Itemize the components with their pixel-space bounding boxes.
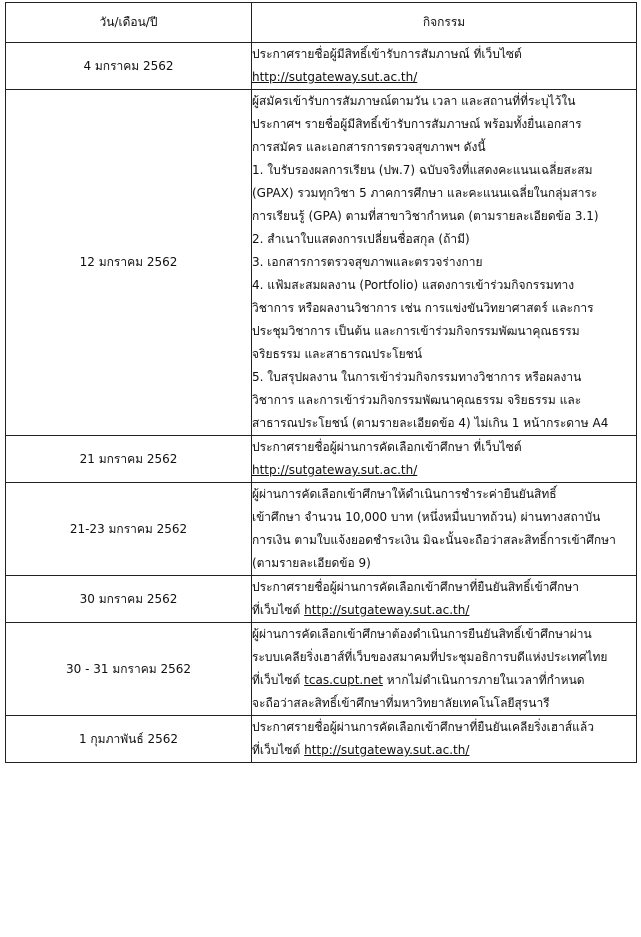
activity-line: 2. สำเนาใบแสดงการเปลี่ยนชื่อสกุล (ถ้ามี) <box>252 232 470 246</box>
table-row <box>6 483 637 576</box>
row-date: 30 มกราคม 2562 <box>6 576 252 623</box>
link-prefix: ที่เว็บไซต์ <box>252 743 305 757</box>
link-prefix: ที่เว็บไซต์ <box>252 603 305 617</box>
website-link[interactable]: http://sutgateway.sut.ac.th/ <box>304 743 470 757</box>
activity-line: (ตามรายละเอียดข้อ 9) <box>252 556 371 570</box>
row-activity <box>252 43 637 90</box>
link-suffix: หากไม่ดำเนินการภายในเวลาที่กำหนด <box>382 673 585 687</box>
activity-line: การเงิน ตามใบแจ้งยอดชำระเงิน มิฉะนั้นจะถือว่าสละสิทธิ์การเข้าศึกษา <box>252 533 616 547</box>
activity-line: วิชาการ และการเข้าร่วมกิจกรรมพัฒนาคุณธรรม จริยธรรม และ <box>252 393 582 407</box>
website-link[interactable]: http://sutgateway.sut.ac.th/ <box>304 603 470 617</box>
activity-line: ระบบเคลียริ่งเฮาส์ที่เว็บของสมาคมที่ประชุมอธิการบดีแห่งประเทศไทย <box>252 650 608 664</box>
activity-line: ประกาศรายชื่อผู้ผ่านการคัดเลือกเข้าศึกษาที่ยืนยันเคลียริ่งเฮาส์แล้ว <box>252 720 594 734</box>
row-activity <box>252 483 637 576</box>
row-activity <box>252 716 637 763</box>
activity-line: การเรียนรู้ (GPA) ตามที่สาขาวิชากำหนด (ตามรายละเอียดข้อ 3.1) <box>252 209 599 223</box>
row-date: 4 มกราคม 2562 <box>6 43 252 90</box>
header-activity: กิจกรรม <box>252 3 637 43</box>
header-row <box>6 3 637 43</box>
table-row <box>6 436 637 483</box>
table-row <box>6 90 637 436</box>
activity-line: ประกาศรายชื่อผู้มีสิทธิ์เข้ารับการสัมภาษณ์ ที่เว็บไซต์ <box>252 47 522 61</box>
activity-line: 1. ใบรับรองผลการเรียน (ปพ.7) ฉบับจริงที่แสดงคะแนนเฉลี่ยสะสม <box>252 163 593 177</box>
activity-line: ผู้สมัครเข้ารับการสัมภาษณ์ตามวัน เวลา และสถานที่ที่ระบุไว้ใน <box>252 94 576 108</box>
schedule-table <box>5 2 637 763</box>
activity-line: ประกาศรายชื่อผู้ผ่านการคัดเลือกเข้าศึกษา ที่เว็บไซต์ <box>252 440 522 454</box>
table-row <box>6 43 637 90</box>
row-date: 21-23 มกราคม 2562 <box>6 483 252 576</box>
row-date: 21 มกราคม 2562 <box>6 436 252 483</box>
activity-line: ผู้ผ่านการคัดเลือกเข้าศึกษาให้ดำเนินการชำระค่ายืนยันสิทธิ์ <box>252 487 557 501</box>
website-link[interactable]: tcas.cupt.net <box>304 673 383 687</box>
row-activity <box>252 623 637 716</box>
link-prefix: ที่เว็บไซต์ <box>252 673 305 687</box>
row-date: 12 มกราคม 2562 <box>6 90 252 436</box>
table-row <box>6 623 637 716</box>
row-date: 30 - 31 มกราคม 2562 <box>6 623 252 716</box>
activity-line: เข้าศึกษา จำนวน 10,000 บาท (หนึ่งหมื่นบาทถ้วน) ผ่านทางสถาบัน <box>252 510 601 524</box>
activity-line: ผู้ผ่านการคัดเลือกเข้าศึกษาต้องดำเนินการยืนยันสิทธิ์เข้าศึกษาผ่าน <box>252 627 592 641</box>
activity-line: จริยธรรม และสาธารณประโยชน์ <box>252 347 423 361</box>
activity-line: การสมัคร และเอกสารการตรวจสุขภาพฯ ดังนี้ <box>252 140 486 154</box>
activity-line: 5. ใบสรุปผลงาน ในการเข้าร่วมกิจกรรมทางวิชาการ หรือผลงาน <box>252 370 582 384</box>
header-date: วัน/เดือน/ปี <box>6 3 252 43</box>
activity-line: 4. แฟ้มสะสมผลงาน (Portfolio) แสดงการเข้าร่วมกิจกรรมทาง <box>252 278 575 292</box>
table-row <box>6 576 637 623</box>
row-date: 1 กุมภาพันธ์ 2562 <box>6 716 252 763</box>
activity-line: ประกาศรายชื่อผู้ผ่านการคัดเลือกเข้าศึกษาที่ยืนยันสิทธิ์เข้าศึกษา <box>252 580 579 594</box>
activity-line: สาธารณประโยชน์ (ตามรายละเอียดข้อ 4) ไม่เกิน 1 หน้ากระดาษ A4 <box>252 416 609 430</box>
activity-line: (GPAX) รวมทุกวิชา 5 ภาคการศึกษา และคะแนนเฉลี่ยในกลุ่มสาระ <box>252 186 598 200</box>
row-activity <box>252 576 637 623</box>
website-link[interactable]: http://sutgateway.sut.ac.th/ <box>252 463 418 477</box>
activity-line: 3. เอกสารการตรวจสุขภาพและตรวจร่างกาย <box>252 255 483 269</box>
row-activity <box>252 436 637 483</box>
table-row <box>6 716 637 763</box>
website-link[interactable]: http://sutgateway.sut.ac.th/ <box>252 70 418 84</box>
activity-line: ประกาศฯ รายชื่อผู้มีสิทธิ์เข้ารับการสัมภาษณ์ พร้อมทั้งยื่นเอกสาร <box>252 117 582 131</box>
activity-line: ประชุมวิชาการ เป็นต้น และการเข้าร่วมกิจกรรมพัฒนาคุณธรรม <box>252 324 580 338</box>
activity-line: จะถือว่าสละสิทธิ์เข้าศึกษาที่มหาวิทยาลัยเทคโนโลยีสุรนารี <box>252 696 550 710</box>
row-activity <box>252 90 637 436</box>
activity-line: วิชาการ หรือผลงานวิชาการ เช่น การแข่งขันวิทยาศาสตร์ และการ <box>252 301 594 315</box>
